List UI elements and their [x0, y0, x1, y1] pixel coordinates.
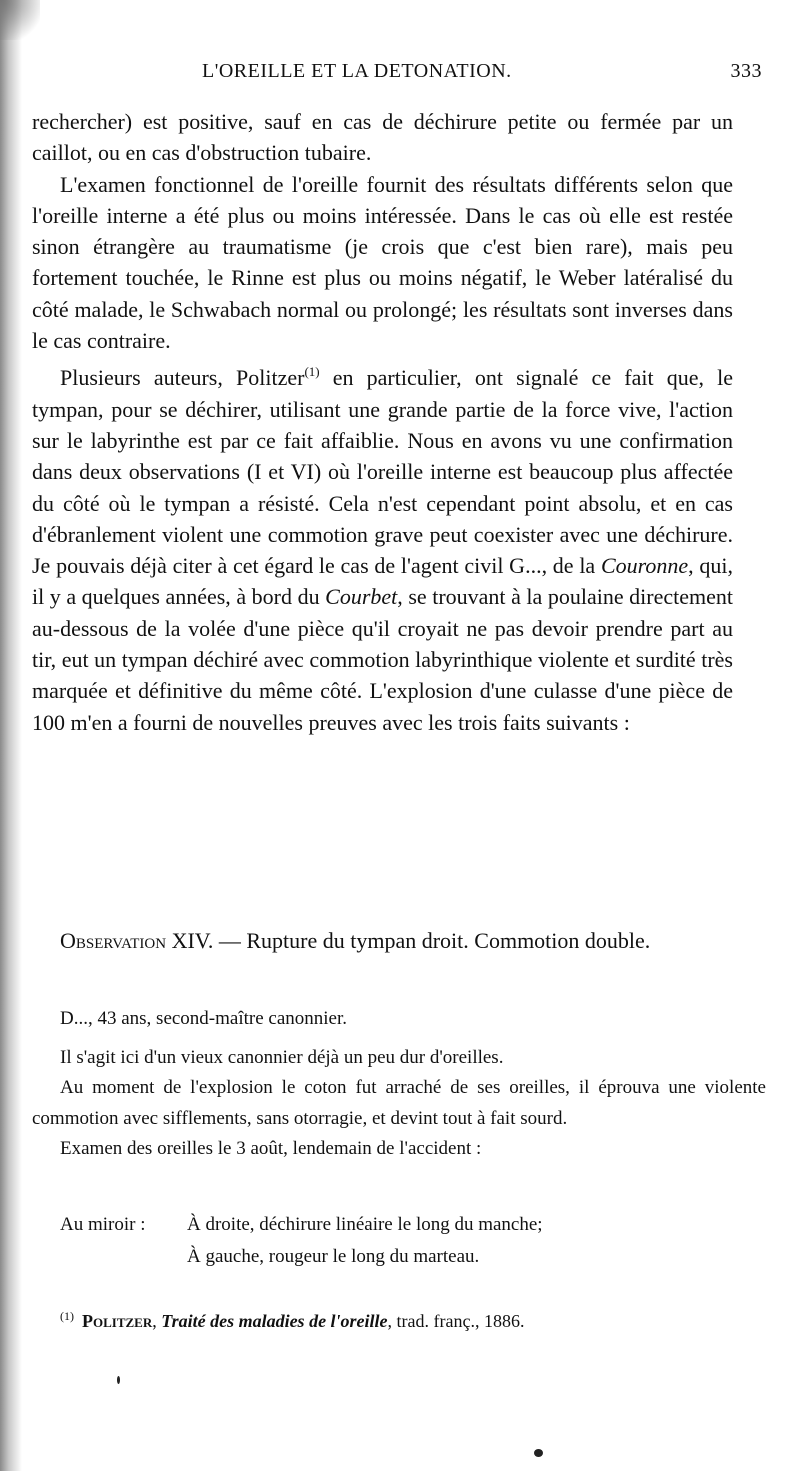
page-number: 333 — [730, 60, 762, 82]
footnote-separator: , — [152, 1311, 162, 1331]
ship-name-couronne: Couronne — [600, 553, 689, 579]
observation-heading — [32, 925, 764, 956]
paragraph-1: rechercher) est positive, sauf en cas de déchirure petite ou fermée par un caillot, ou en cas d'obstruction tubaire. — [32, 109, 733, 166]
main-text — [32, 106, 733, 738]
mirror-label: Au miroir : — [60, 1214, 146, 1235]
observation-title: XIV. — Rupture du tympan droit. Commotion double. — [166, 928, 651, 953]
footnote-mark: (1) — [60, 1309, 74, 1323]
observation-label: Observation — [60, 928, 167, 953]
paragraph-3 — [32, 356, 733, 738]
paragraph-3-mid: , qui, il y a quelques années, à bord du — [32, 553, 733, 610]
page-corner-shadow — [0, 0, 40, 40]
running-title: L'OREILLE ET LA DETONATION. — [202, 60, 512, 82]
paragraph-3-end: , se trouvant à la poulaine directement au-dessous de la volée d'une pièce qu'il croyait ne pas devoir prendre part au tir, eut un tympan déchiré avec commotion labyrinthique violente et surdité très marquée et définitive du même côté. L'explosion d'une culasse d'une pièce de 100 m'en a fourni de nouvelles preuves avec les trois faits suivants : — [32, 584, 734, 735]
observation-paragraph-2: Au moment de l'explosion le coton fut arraché de ses oreilles, il éprouva une violente commotion avec sifflements, sans otorragie, et devint tout à fait sourd. — [32, 1077, 766, 1129]
footnote — [60, 1309, 760, 1332]
footnote-author: Politzer — [82, 1311, 153, 1331]
paragraph-2: L'examen fonctionnel de l'oreille fournit des résultats différents selon que l'oreille interne a été plus ou moins intéressée. Dans le cas où elle est restée sinon étrangère au traumatisme (je crois que c'est bien rare), mais peu fortement touchée, le Rinne est plus ou moins négatif, le Weber latéralisé du côté malade, le Schwabach normal ou prolongé; les résultats sont inverses dans le cas contraire. — [32, 171, 733, 354]
mirror-left-ear: À gauche, rougeur le long du marteau. — [187, 1246, 480, 1267]
footnote-rest: , trad. franç., 1886. — [387, 1311, 525, 1331]
mirror-right-ear: À droite, déchirure linéaire le long du manche; — [187, 1214, 543, 1235]
observation-body — [32, 1004, 766, 1165]
patient-line: D..., 43 ans, second-maître canonnier. — [60, 1008, 348, 1029]
paragraph-3-body: en particulier, ont signalé ce fait que, le tympan, pour se déchirer, utilisant une grande partie de la force vive, l'action sur le labyrinthe est par ce fait affaiblie. Nous en avons vu une confirmation dans deux observations (I et VI) où l'oreille interne est beaucoup plus affectée du côté où le tympan a résisté. Cela n'est cependant point absolu, et en cas d'ébranlement violent une commotion grave peut coexister avec une déchirure. Je pouvais déjà citer à cet égard le cas de l'agent civil G..., de la — [32, 365, 733, 579]
observation-paragraph-1: Il s'agit ici d'un vieux canonnier déjà un peu dur d'oreilles. — [60, 1046, 504, 1068]
ink-speck — [117, 1376, 120, 1384]
running-header — [32, 60, 762, 90]
page-edge-shadow — [0, 0, 22, 1471]
observation-paragraph-3: Examen des oreilles le 3 août, lendemain de l'accident : — [60, 1138, 482, 1159]
footnote-reference: (1) — [304, 364, 320, 380]
paragraph-3-start: Plusieurs auteurs, Politzer — [60, 365, 305, 391]
footnote-work-title: Traité des maladies de l'oreille — [161, 1311, 388, 1331]
ship-name-courbet: Courbet — [325, 584, 398, 610]
ink-speck — [534, 1449, 543, 1457]
